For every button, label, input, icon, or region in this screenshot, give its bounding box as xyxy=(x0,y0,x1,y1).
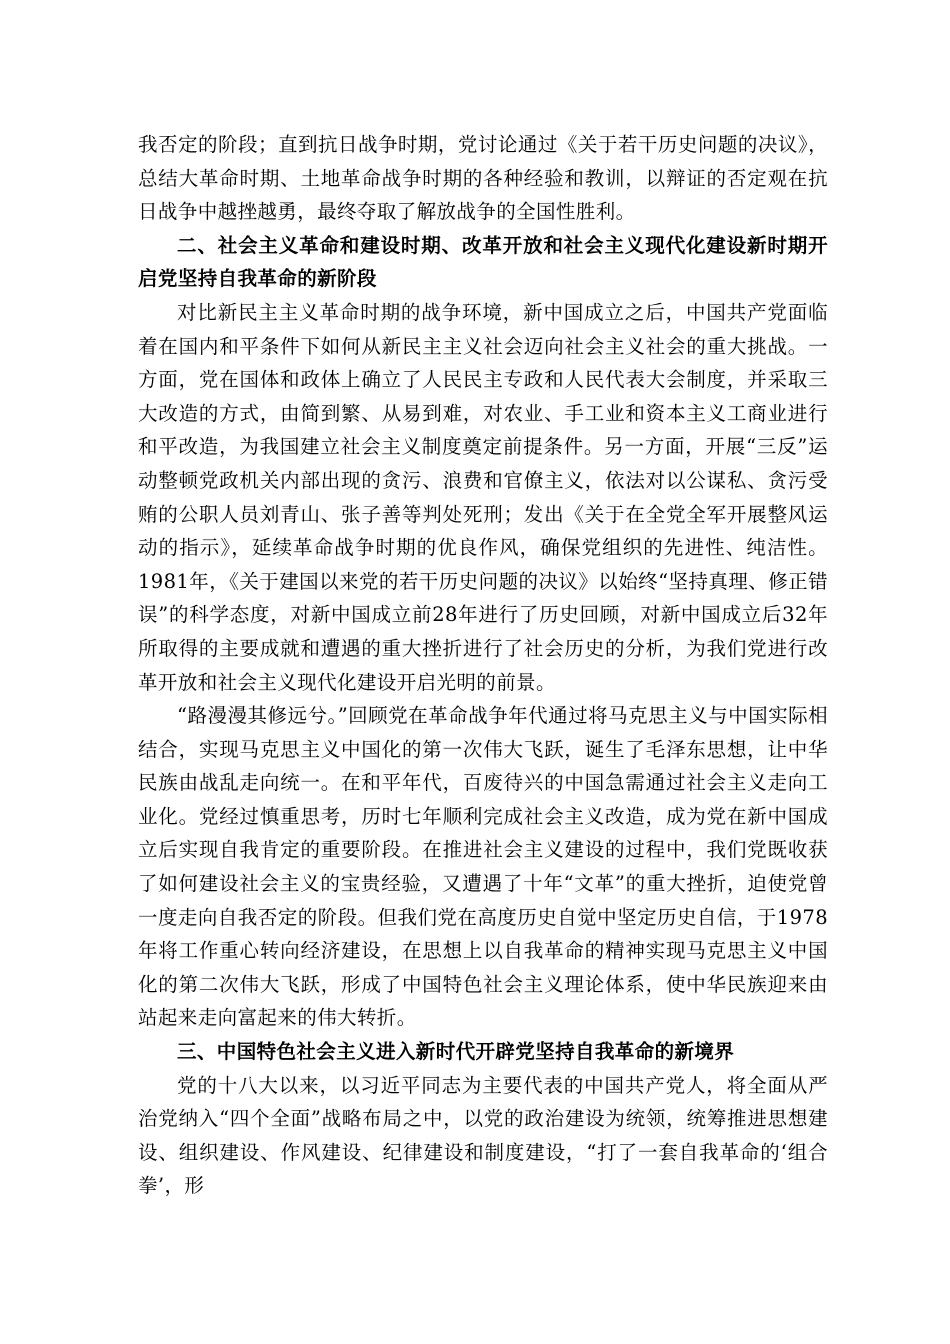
paragraph-continuation: 我否定的阶段；直到抗日战争时期，党讨论通过《关于若干历史问题的决议》，总结大革命时期、土地革命战争时期的各种经验和教训，以辩证的否定观在抗日战争中越挫越勇，最终夺取了解放战争的全国性胜利。 xyxy=(138,133,828,224)
paragraph-body: 对比新民主主义革命时期的战争环境，新中国成立之后，中国共产党面临着在国内和平条件下如何从新民主主义社会迈向社会主义社会的重大挑战。一方面，党在国体和政体上确立了人民民主专政和人民代表大会制度，并采取三大改造的方式，由简到繁、从易到难，对农业、手工业和资本主义工商业进行和平改造，为我国建立社会主义制度奠定前提条件。另一方面，开展“三反”运动整顿党政机关内部出现的贪污、浪费和官僚主义，依法对以公谋私、贪污受贿的公职人员刘青山、张子善等判处死刑；发出《关于在全党全军开展整风运动的指示》，延续革命战争时期的优良作风，确保党组织的先进性、纯洁性。1981年，《关于建国以来党的若干历史问题的决议》以始终“坚持真理、修正错误”的科学态度，对新中国成立前28年进行了历史回顾，对新中国成立后32年所取得的主要成就和遭遇的重大挫折进行了社会历史的分析，为我们党进行改革开放和社会主义现代化建设开启光明的前景。 xyxy=(138,300,828,694)
paragraph-body: “路漫漫其修远兮。”回顾党在革命战争年代通过将马克思主义与中国实际相结合，实现马克思主义中国化的第一次伟大飞跃，诞生了毛泽东思想，让中华民族由战乱走向统一。在和平年代，百废待兴的中国急需通过社会主义走向工业化。党经过慎重思考，历时七年顺利完成社会主义改造，成为党在新中国成立后实现自我肯定的重要阶段。在推进社会主义建设的过程中，我们党既收获了如何建设社会主义的宝贵经验，又遭遇了十年“文革”的重大挫折，迫使党曾一度走向自我否定的阶段。但我们党在高度历史自觉中坚定历史自信，于1978年将工作重心转向经济建设，在思想上以自我革命的精神实现马克思主义中国化的第二次伟大飞跃，形成了中国特色社会主义理论体系，使中华民族迎来由站起来走向富起来的伟大转折。 xyxy=(138,704,828,1030)
section-heading-two: 二、社会主义革命和建设时期、改革开放和社会主义现代化建设新时期开启党坚持自我革命的新阶段 xyxy=(138,233,828,291)
document-page xyxy=(138,128,828,1203)
paragraph-body: 党的十八大以来，以习近平同志为主要代表的中国共产党人，将全面从严治党纳入“四个全面”战略布局之中，以党的政治建设为统领，统筹推进思想建设、组织建设、作风建设、纪律建设和制度建设，“打了一套自我革命的‘组合拳’，形 xyxy=(138,1073,828,1198)
section-heading-three: 三、中国特色社会主义进入新时代开辟党坚持自我革命的新境界 xyxy=(177,1040,735,1064)
